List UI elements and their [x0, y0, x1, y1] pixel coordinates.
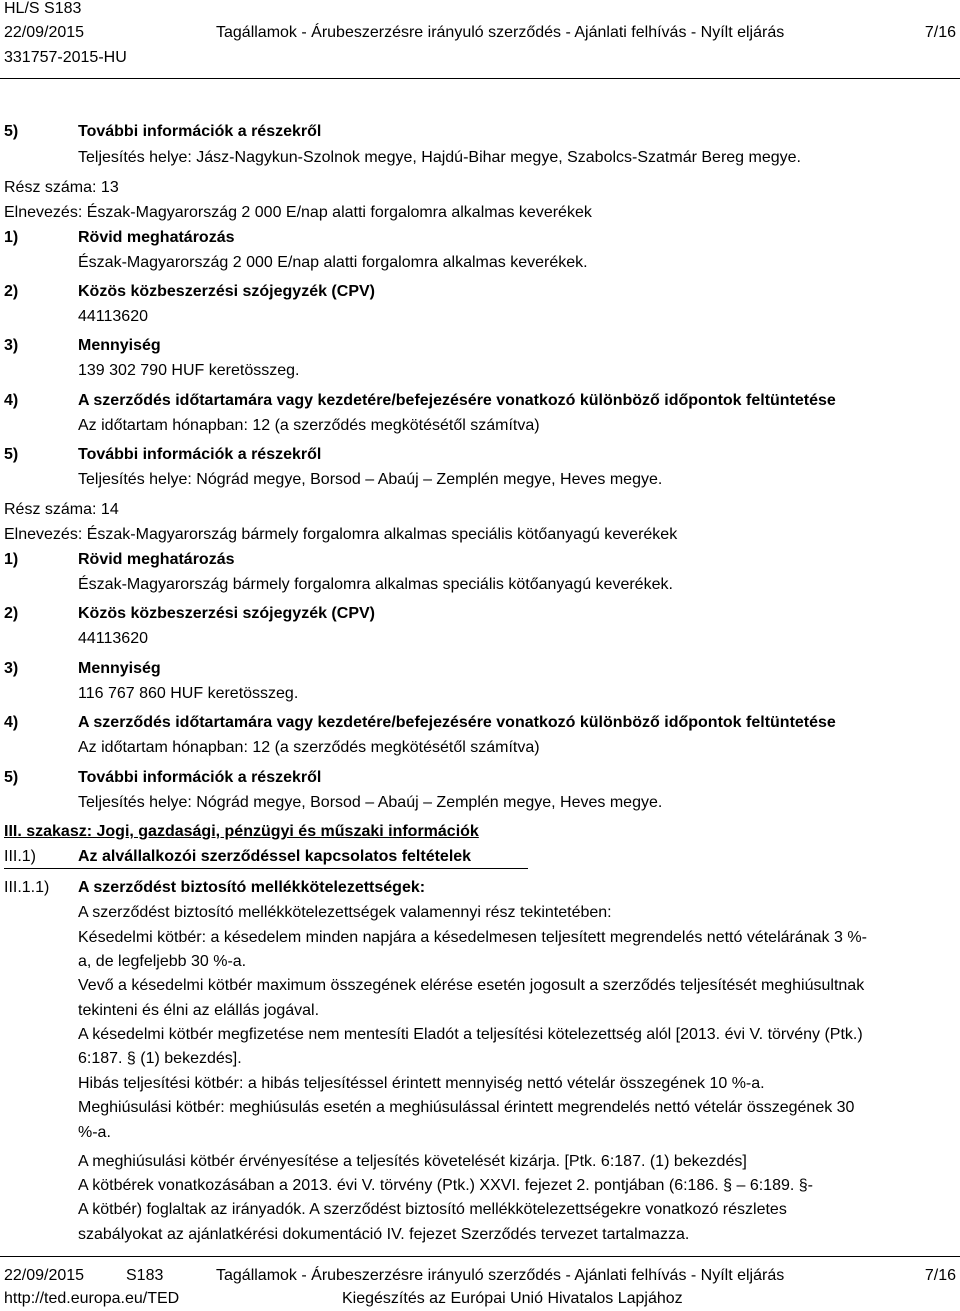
item-heading: Mennyiség	[78, 337, 161, 354]
paragraph-line: szabályokat az ajánlatkérési dokumentáció IV. fejezet Szerződés tervezet tartalmazza.	[78, 1226, 690, 1243]
item-number: 2)	[4, 605, 19, 622]
cpv-code: 44113620	[78, 308, 148, 325]
paragraph-line: A kötbér) foglaltak az irányadók. A szerződést biztosító mellékkötelezettségekre vonatkozó részletes	[78, 1201, 787, 1218]
quantity-value: 139 302 790 HUF keretösszeg.	[78, 362, 300, 379]
paragraph-line: %-a.	[78, 1124, 111, 1141]
footer-publisher: Kiegészítés az Európai Unió Hivatalos Lapjához	[342, 1290, 683, 1307]
cpv-code: 44113620	[78, 630, 148, 647]
item-heading: A szerződés időtartamára vagy kezdetére/befejezésére vonatkozó különböző időpontok feltüntetése	[78, 714, 836, 731]
item-text: Teljesítés helye: Jász-Nagykun-Szolnok megye, Hajdú-Bihar megye, Szabolcs-Szatmár Bereg megye.	[78, 149, 801, 166]
paragraph-line: Vevő a késedelmi kötbér maximum összegének elérése esetén jogosult a szerződés teljesítését meghiúsultnak	[78, 977, 865, 994]
item-heading: További információk a részekről	[78, 769, 322, 786]
item-number: 2)	[4, 283, 19, 300]
footer-issue: S183	[126, 1267, 164, 1284]
quantity-value: 116 767 860 HUF keretösszeg.	[78, 685, 299, 702]
footer-page-number: 7/16	[924, 1267, 956, 1284]
lot-number: Rész száma: 14	[4, 501, 119, 518]
paragraph-line: A késedelmi kötbér megfizetése nem mentesíti Eladót a teljesítési kötelezettség alól [2013. évi V. törvény (Ptk.)	[78, 1026, 863, 1043]
section-title: III. szakasz: Jogi, gazdasági, pénzügyi és műszaki információk	[4, 823, 479, 840]
footer-rule	[0, 1256, 960, 1257]
item-number: 4)	[4, 714, 19, 731]
header-rule	[0, 78, 960, 79]
subsection-underline	[4, 868, 528, 869]
subsection-number: III.1)	[4, 848, 37, 865]
item-heading: Rövid meghatározás	[78, 229, 235, 246]
paragraph-line: a, de legfeljebb 30 %-a.	[78, 953, 247, 970]
item-heading: Mennyiség	[78, 660, 161, 677]
header-date: 22/09/2015	[4, 24, 85, 41]
item-number: 5)	[4, 123, 19, 140]
footer-url-link[interactable]: http://ted.europa.eu/TED	[4, 1290, 180, 1307]
header-title: Tagállamok - Árubeszerzésre irányuló szerződés - Ajánlati felhívás - Nyílt eljárás	[216, 24, 785, 41]
item-heading: Rövid meghatározás	[78, 551, 235, 568]
item-heading: További információk a részekről	[78, 446, 322, 463]
item-number: 1)	[4, 551, 19, 568]
lot-name: Elnevezés: Észak-Magyarország bármely forgalomra alkalmas speciális kötőanyagú keverékek	[4, 526, 678, 543]
paragraph-line: A meghiúsulási kötbér érvényesítése a teljesítés követelését kizárja. [Ptk. 6:187. (1) bekezdés]	[78, 1153, 747, 1170]
subsection-title: A szerződést biztosító mellékkötelezettségek:	[78, 879, 426, 896]
item-text: Észak-Magyarország bármely forgalomra alkalmas speciális kötőanyagú keverékek.	[78, 576, 673, 593]
subsection-number: III.1.1)	[4, 879, 50, 896]
footer-title: Tagállamok - Árubeszerzésre irányuló szerződés - Ajánlati felhívás - Nyílt eljárás	[216, 1267, 785, 1284]
lot-number: Rész száma: 13	[4, 179, 119, 196]
item-heading: További információk a részekről	[78, 123, 322, 140]
paragraph-line: Hibás teljesítési kötbér: a hibás teljesítéssel érintett mennyiség nettó vételár összegének 10 %-a.	[78, 1075, 765, 1092]
header-reference: 331757-2015-HU	[4, 49, 127, 66]
journal-id: HL/S S183	[4, 0, 82, 17]
paragraph-line: Meghiúsulási kötbér: meghiúsulás esetén a meghiúsulással érintett megrendelés nettó vételár összegének 30	[78, 1099, 855, 1116]
paragraph-line: 6:187. § (1) bekezdés].	[78, 1050, 242, 1067]
header-page-number: 7/16	[924, 24, 956, 41]
paragraph-line: A szerződést biztosító mellékkötelezettségek valamennyi rész tekintetében:	[78, 904, 612, 921]
item-number: 5)	[4, 769, 19, 786]
paragraph-line: A kötbérek vonatkozásában a 2013. évi V. törvény (Ptk.) XXVI. fejezet 2. pontjában (6:186. § – 6:189. §-	[78, 1177, 813, 1194]
paragraph-line: Késedelmi kötbér: a késedelem minden napjára a késedelmesen teljesített megrendelés nettó vételárának 3 %-	[78, 929, 867, 946]
subsection-title: Az alvállalkozói szerződéssel kapcsolatos feltételek	[78, 848, 472, 865]
item-heading: Közös közbeszerzési szójegyzék (CPV)	[78, 283, 375, 300]
item-number: 3)	[4, 337, 19, 354]
item-text: Észak-Magyarország 2 000 E/nap alatti forgalomra alkalmas keverékek.	[78, 254, 588, 271]
paragraph-line: tekinteni és élni az elállás jogával.	[78, 1002, 320, 1019]
item-number: 5)	[4, 446, 19, 463]
item-text: Teljesítés helye: Nógrád megye, Borsod – Abaúj – Zemplén megye, Heves megye.	[78, 471, 663, 488]
item-number: 4)	[4, 392, 19, 409]
item-text: Az időtartam hónapban: 12 (a szerződés megkötésétől számítva)	[78, 739, 540, 756]
item-number: 1)	[4, 229, 19, 246]
item-heading: A szerződés időtartamára vagy kezdetére/befejezésére vonatkozó különböző időpontok feltüntetése	[78, 392, 836, 409]
item-heading: Közös közbeszerzési szójegyzék (CPV)	[78, 605, 375, 622]
item-number: 3)	[4, 660, 19, 677]
item-text: Teljesítés helye: Nógrád megye, Borsod – Abaúj – Zemplén megye, Heves megye.	[78, 794, 663, 811]
item-text: Az időtartam hónapban: 12 (a szerződés megkötésétől számítva)	[78, 417, 540, 434]
footer-date: 22/09/2015	[4, 1267, 85, 1284]
lot-name: Elnevezés: Észak-Magyarország 2 000 E/nap alatti forgalomra alkalmas keverékek	[4, 204, 592, 221]
